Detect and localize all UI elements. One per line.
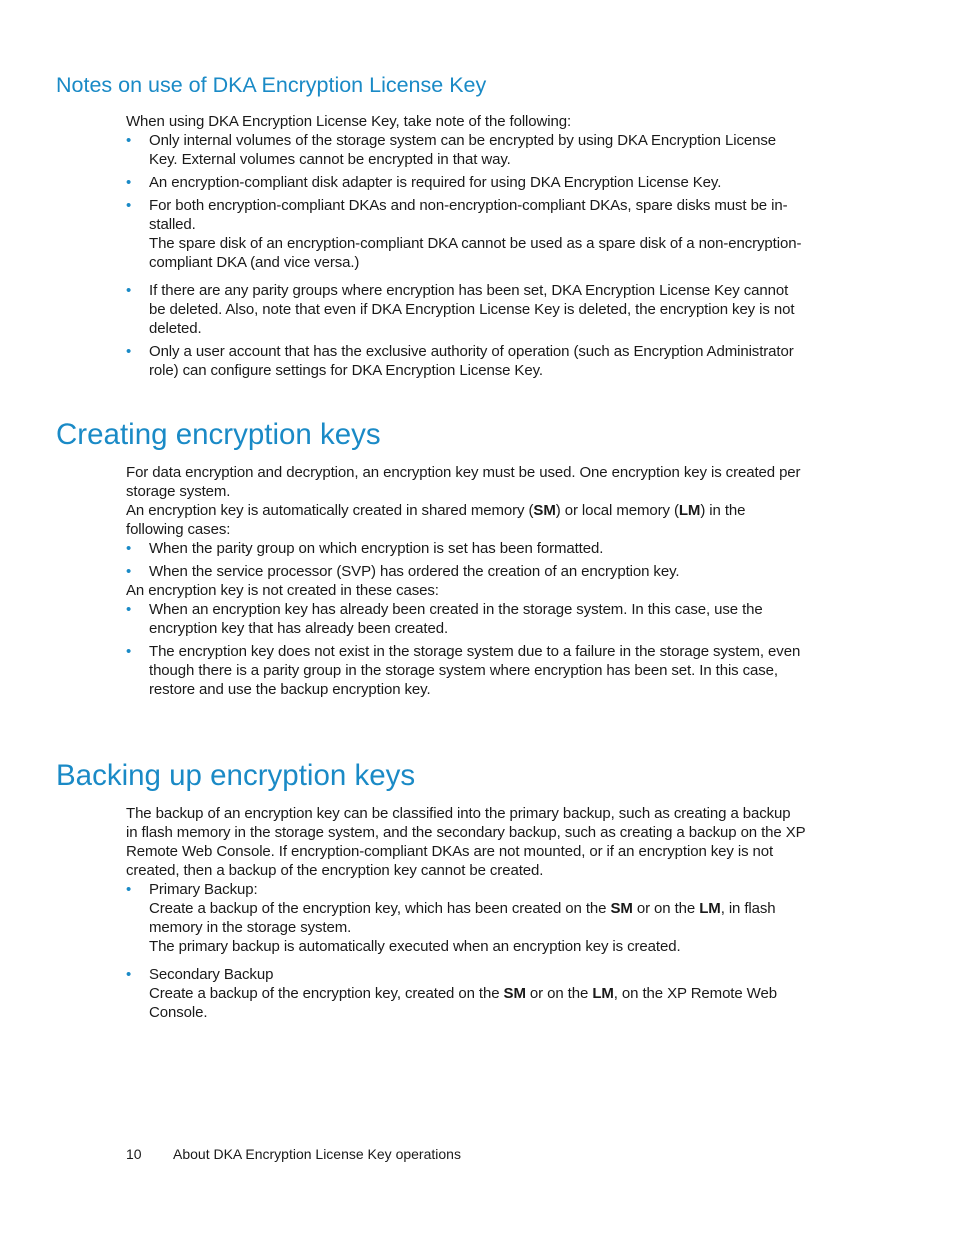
- bullet-icon: •: [126, 881, 132, 898]
- notes-heading: Notes on use of DKA Encryption License Key: [56, 73, 487, 97]
- bullet-icon: •: [126, 174, 132, 191]
- list-item: [126, 880, 806, 956]
- bullet-icon: •: [126, 540, 132, 557]
- creating-paragraph-1: For data encryption and decryption, an encryption key must be used. One encryption key is created per storage system.: [126, 464, 801, 500]
- primary-backup-description: Create a backup of the encryption key, which has been created on the SM or on the LM, in flash memory in the storage system.: [149, 900, 776, 936]
- primary-backup-note: The primary backup is automatically executed when an encryption key is created.: [149, 938, 681, 955]
- running-footer-title: About DKA Encryption License Key operations: [173, 1146, 461, 1162]
- notes-section: [126, 112, 806, 380]
- backing-section: [126, 804, 806, 1022]
- bullet-icon: •: [126, 643, 132, 660]
- list-item: • For both encryption-compliant DKAs and non-encryption-compliant DKAs, spare disks must be in-stalled. The spare disk of an encryption-compliant DKA cannot be used as a spare disk of a non-encryption-compliant DKA (and vice versa.): [126, 196, 806, 272]
- list-item: • The encryption key does not exist in the storage system due to a failure in the storage system, even though there is a parity group in the storage system where encryption has been set. In this case, restore and use the backup encryption key.: [126, 643, 801, 698]
- creating-paragraph-2: An encryption key is automatically created in shared memory (SM) or local memory (LM) in the following cases:: [126, 502, 746, 538]
- not-created-cases-list: [126, 600, 806, 699]
- creating-paragraph-3: An encryption key is not created in these cases:: [126, 582, 439, 599]
- list-item: • Only a user account that has the exclusive authority of operation (such as Encryption Administrator role) can configure settings for DKA Encryption License Key.: [126, 343, 794, 379]
- page-number: 10: [126, 1146, 142, 1162]
- list-item: • An encryption-compliant disk adapter is required for using DKA Encryption License Key.: [126, 174, 722, 191]
- list-item: [126, 965, 806, 1022]
- bullet-note: The spare disk of an encryption-compliant DKA cannot be used as a spare disk of a non-encryption-compliant DKA (and vice versa.): [149, 235, 802, 271]
- bullet-icon: •: [126, 966, 132, 983]
- list-item: • If there are any parity groups where encryption has been set, DKA Encryption License Key cannot be deleted. Also, note that even if DKA Encryption License Key is deleted, the encryption key is not deleted.: [126, 282, 795, 337]
- bullet-icon: •: [126, 563, 132, 580]
- backing-heading: Backing up encryption keys: [56, 759, 416, 792]
- bullet-icon: •: [126, 601, 132, 618]
- notes-intro: When using DKA Encryption License Key, take note of the following:: [126, 113, 572, 130]
- bullet-icon: •: [126, 132, 132, 149]
- backup-types-list: [126, 880, 806, 1022]
- notes-bullet-list: [126, 131, 806, 380]
- list-item: • Only internal volumes of the storage system can be encrypted by using DKA Encryption License Key. External volumes cannot be encrypted in that way.: [126, 132, 776, 168]
- bullet-icon: •: [126, 197, 132, 214]
- created-cases-list: [126, 539, 806, 581]
- creating-section: [126, 463, 806, 699]
- secondary-backup-description: Create a backup of the encryption key, created on the SM or on the LM, on the XP Remote Web Console.: [149, 985, 777, 1021]
- list-item: • When an encryption key has already been created in the storage system. In this case, use the encryption key that has already been created.: [126, 601, 763, 637]
- secondary-backup-label: Secondary Backup: [149, 966, 274, 983]
- list-item: • When the parity group on which encryption is set has been formatted.: [126, 540, 604, 557]
- creating-heading: Creating encryption keys: [56, 418, 381, 451]
- list-item: • When the service processor (SVP) has ordered the creation of an encryption key.: [126, 563, 680, 580]
- bullet-icon: •: [126, 282, 132, 299]
- backing-paragraph-1: The backup of an encryption key can be classified into the primary backup, such as creating a backup in flash memory in the storage system, and the secondary backup, such as creating a backup on the XP Remote Web Console. If encryption-compliant DKAs are not mounted, or if an encryption key is not created, then a backup of the encryption key cannot be created.: [126, 805, 806, 879]
- bullet-icon: •: [126, 343, 132, 360]
- primary-backup-label: Primary Backup:: [149, 881, 258, 898]
